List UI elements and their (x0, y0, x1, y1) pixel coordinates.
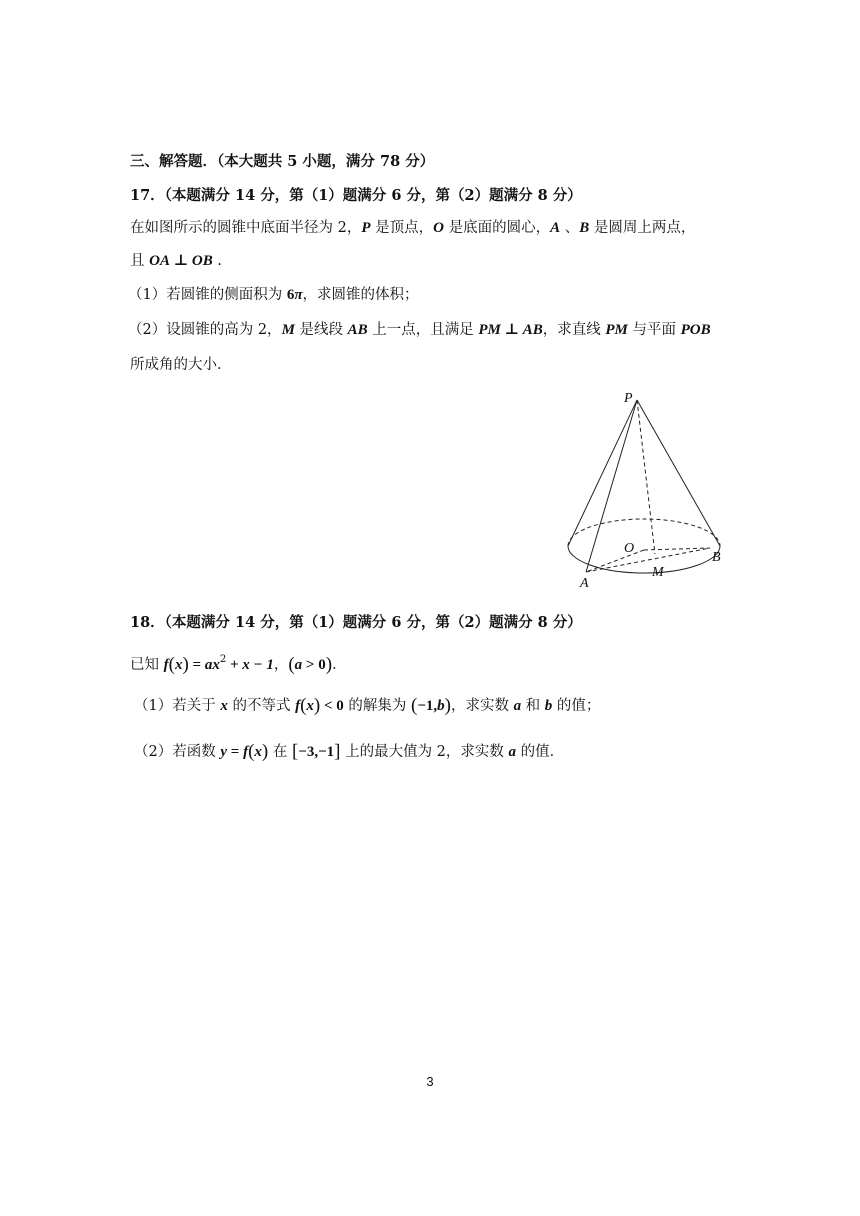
label-B: B (712, 550, 721, 565)
term-ax: ax (204, 657, 220, 673)
paren: ( (168, 654, 175, 675)
equals: = (188, 657, 205, 673)
text: 的值； (552, 698, 601, 714)
text: 和 (521, 698, 545, 714)
bracket: [ (291, 741, 299, 762)
paren: ) (261, 741, 269, 762)
text: ，求实数 (450, 698, 514, 714)
q17-stem-line2 (130, 251, 222, 271)
interval: −3,−1 (298, 744, 335, 760)
segment-PM (637, 400, 655, 554)
page-number: 3 (426, 1074, 434, 1089)
q17-stem-line1 (130, 218, 695, 238)
var-POB: POB (680, 322, 711, 338)
var-PM: PM (605, 322, 628, 338)
section-title: 三、解答题．（本大题共 5 小题，满分 78 分） (130, 153, 435, 170)
perp-symbol: ⊥ (169, 253, 192, 269)
text: 是底面的圆心， (443, 220, 551, 236)
perp-symbol: ⊥ (500, 322, 523, 338)
var-P: P (361, 220, 371, 236)
text: （1）若关于 (134, 698, 221, 714)
q18-stem (130, 650, 347, 675)
q17-part2 (128, 320, 711, 340)
text: 在如图所示的圆锥中底面半径为 2， (130, 220, 362, 236)
label-M: M (652, 565, 664, 580)
pi-symbol: π (294, 287, 303, 303)
paren: ( (288, 654, 295, 675)
cone-figure (560, 384, 740, 594)
var-AB: AB (522, 322, 543, 338)
text: ，求圆锥的体积； (302, 287, 419, 303)
q17-header: 17．（本题满分 14 分，第（1）题满分 6 分，第（2）题满分 8 分） (130, 187, 582, 204)
var-a: a (294, 657, 303, 673)
text: 在 (268, 744, 292, 760)
interval: −1, (417, 698, 438, 714)
var-PM: PM (478, 322, 501, 338)
text: 已知 (130, 657, 164, 673)
text: 且 (130, 253, 150, 269)
var-x: x (306, 698, 314, 714)
equals: = (227, 744, 244, 760)
q17-part2-continued: 所成角的大小． (130, 357, 232, 373)
paren: ( (300, 695, 307, 716)
paren: ) (325, 654, 333, 675)
q18-header: 18．（本题满分 14 分，第（1）题满分 6 分，第（2）题满分 8 分） (130, 614, 582, 631)
q18-part1 (134, 696, 600, 716)
text: 的值． (516, 744, 565, 760)
var-AB: AB (347, 322, 368, 338)
text: ． (332, 657, 347, 673)
paren: ) (313, 695, 321, 716)
number: 6 (286, 287, 295, 303)
text: ，求直线 (542, 322, 606, 338)
base-ellipse-back (568, 519, 720, 546)
paren: ( (411, 695, 418, 716)
gt-zero: > 0 (302, 657, 326, 673)
text: 是线段 (294, 322, 348, 338)
text: 与平面 (627, 322, 681, 338)
var-M: M (281, 322, 295, 338)
var-y: y (220, 744, 228, 760)
q18-part2 (134, 742, 564, 762)
segment-OA (586, 550, 644, 572)
var-B: B (579, 220, 590, 236)
func-f: f (163, 657, 169, 673)
slant-side-right (637, 400, 720, 546)
text: （2）设圆锥的高为 2， (128, 322, 282, 338)
label-A: A (580, 576, 589, 591)
bracket: ] (334, 741, 341, 762)
var-OB: OB (191, 253, 213, 269)
text: 是圆周上两点， (589, 220, 696, 236)
text: 、 (560, 220, 580, 236)
func-f: f (243, 744, 249, 760)
label-O: O (624, 541, 635, 556)
var-A: A (550, 220, 561, 236)
var-OA: OA (149, 253, 170, 269)
lt-zero: < 0 (320, 698, 344, 714)
slant-side-left (568, 400, 637, 546)
text: ， (273, 657, 289, 673)
exponent: 2 (219, 654, 227, 665)
text: 是顶点， (370, 220, 434, 236)
paren: ) (444, 695, 451, 716)
paren: ) (182, 654, 189, 675)
terms: + x − 1 (226, 657, 274, 673)
var-b: b (437, 698, 445, 714)
text: （2）若函数 (134, 744, 221, 760)
var-O: O (433, 220, 444, 236)
var-x: x (174, 657, 183, 673)
text: 的解集为 (343, 698, 411, 714)
text: 上一点，且满足 (367, 322, 479, 338)
var-a: a (513, 698, 522, 714)
var-x: x (254, 744, 262, 760)
var-x: x (220, 698, 228, 714)
label-P: P (624, 391, 633, 406)
text: 的不等式 (227, 698, 296, 714)
segment-AB (586, 548, 710, 572)
q17-part1 (128, 285, 419, 305)
text: 上的最大值为 2，求实数 (340, 744, 509, 760)
var-b: b (544, 698, 553, 714)
var-a: a (508, 744, 517, 760)
text: . (212, 253, 222, 269)
func-f: f (295, 698, 301, 714)
text: （1）若圆锥的侧面积为 (128, 287, 287, 303)
paren: ( (248, 741, 255, 762)
